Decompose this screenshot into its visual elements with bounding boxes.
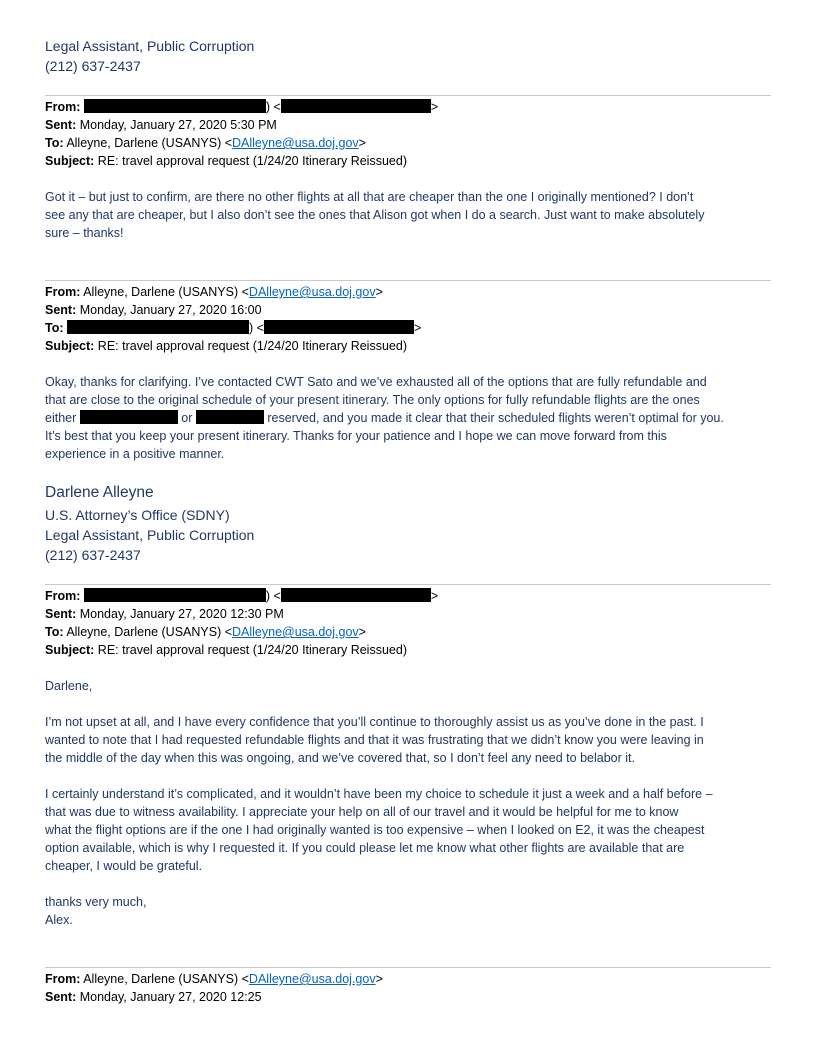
email2-from: From: Alleyne, Darlene (USANYS) <DAlleyne@usa.doj.gov> bbox=[45, 285, 383, 299]
signature-title: Legal Assistant, Public Corruption bbox=[45, 527, 255, 543]
redaction-box bbox=[84, 588, 266, 602]
redaction-box bbox=[84, 99, 266, 113]
email2-subject: Subject: RE: travel approval request (1/24/20 Itinerary Reissued) bbox=[45, 339, 407, 353]
signature-office: U.S. Attorney’s Office (SDNY) bbox=[45, 507, 230, 523]
email4-from: From: Alleyne, Darlene (USANYS) <DAlleyne@usa.doj.gov> bbox=[45, 972, 383, 986]
email4-sent: Sent: Monday, January 27, 2020 12:25 bbox=[45, 990, 262, 1004]
email-link[interactable]: DAlleyne@usa.doj.gov bbox=[248, 972, 376, 986]
email3-paragraph-2: I certainly understand it’s complicated, and it wouldn’t have been my choice to schedule it just a week and a half before – that was due to witness availability. I appreciate your help on all of our travel and it would be helpful for me to know what the flight options are if the one I had originally wanted is too expensive – when I looked on E2, it was the cheapest option available, which is why I requested it. If you could please let me know what other flights are available that are cheaper, I would be grateful. bbox=[45, 787, 713, 873]
email3-closing: thanks very much, Alex. bbox=[45, 895, 147, 927]
divider bbox=[45, 280, 771, 281]
email3-sent: Sent: Monday, January 27, 2020 12:30 PM bbox=[45, 607, 284, 621]
email1-body: Got it – but just to confirm, are there no other flights at all that are cheaper than the one I originally mentioned? I don’t see any that are cheaper, but I also don’t see the ones that Alison got when I do a search. Just want to make absolutely sure – thanks! bbox=[45, 190, 705, 240]
email3-subject: Subject: RE: travel approval request (1/24/20 Itinerary Reissued) bbox=[45, 643, 407, 657]
email1-from: From: ) < > bbox=[45, 100, 439, 114]
redaction-box bbox=[80, 410, 178, 424]
email-link[interactable]: DAlleyne@usa.doj.gov bbox=[248, 285, 376, 299]
email1-subject: Subject: RE: travel approval request (1/24/20 Itinerary Reissued) bbox=[45, 154, 407, 168]
divider bbox=[45, 967, 771, 968]
redaction-box bbox=[196, 410, 264, 424]
divider bbox=[45, 584, 771, 585]
email3-to: To: Alleyne, Darlene (USANYS) <DAlleyne@usa.doj.gov> bbox=[45, 625, 366, 639]
divider bbox=[45, 95, 771, 96]
signature-phone: (212) 637-2437 bbox=[45, 547, 141, 563]
top-signature-phone: (212) 637-2437 bbox=[45, 58, 141, 74]
redaction-box bbox=[264, 320, 414, 334]
top-signature-title: Legal Assistant, Public Corruption bbox=[45, 38, 255, 54]
redaction-box bbox=[281, 588, 431, 602]
email-link[interactable]: DAlleyne@usa.doj.gov bbox=[232, 136, 359, 150]
redaction-box bbox=[281, 99, 431, 113]
email3-from: From: ) < > bbox=[45, 589, 439, 603]
email1-sent: Sent: Monday, January 27, 2020 5:30 PM bbox=[45, 118, 277, 132]
email2-to: To: ) < > bbox=[45, 321, 422, 335]
email3-paragraph-1: I’m not upset at all, and I have every confidence that you’ll continue to thoroughly assist us as you’ve done in the past. I wanted to note that I had requested refundable flights and that it was frustrating that we didn’t know you were leaving in the middle of the day when this was ongoing, and we’ve covered that, so I don’t feel any need to belabor it. bbox=[45, 715, 704, 765]
email-link[interactable]: DAlleyne@usa.doj.gov bbox=[232, 625, 359, 639]
signature-name: Darlene Alleyne bbox=[45, 484, 154, 501]
email2-body: Okay, thanks for clarifying. I’ve contacted CWT Sato and we’ve exhausted all of the options that are fully refundable and that are close to the original schedule of your present itinerary. The only options for fully refundable flights are the ones either or reserved, and you made it clear that their scheduled flights weren’t optimal for you. It’s best that you keep your present itinerary. Thanks for your patience and I hope we can move forward from this experience in a positive manner. bbox=[45, 375, 724, 461]
email3-greeting: Darlene, bbox=[45, 679, 93, 693]
email2-sent: Sent: Monday, January 27, 2020 16:00 bbox=[45, 303, 262, 317]
email1-to: To: Alleyne, Darlene (USANYS) <DAlleyne@usa.doj.gov> bbox=[45, 136, 366, 150]
redaction-box bbox=[67, 320, 249, 334]
